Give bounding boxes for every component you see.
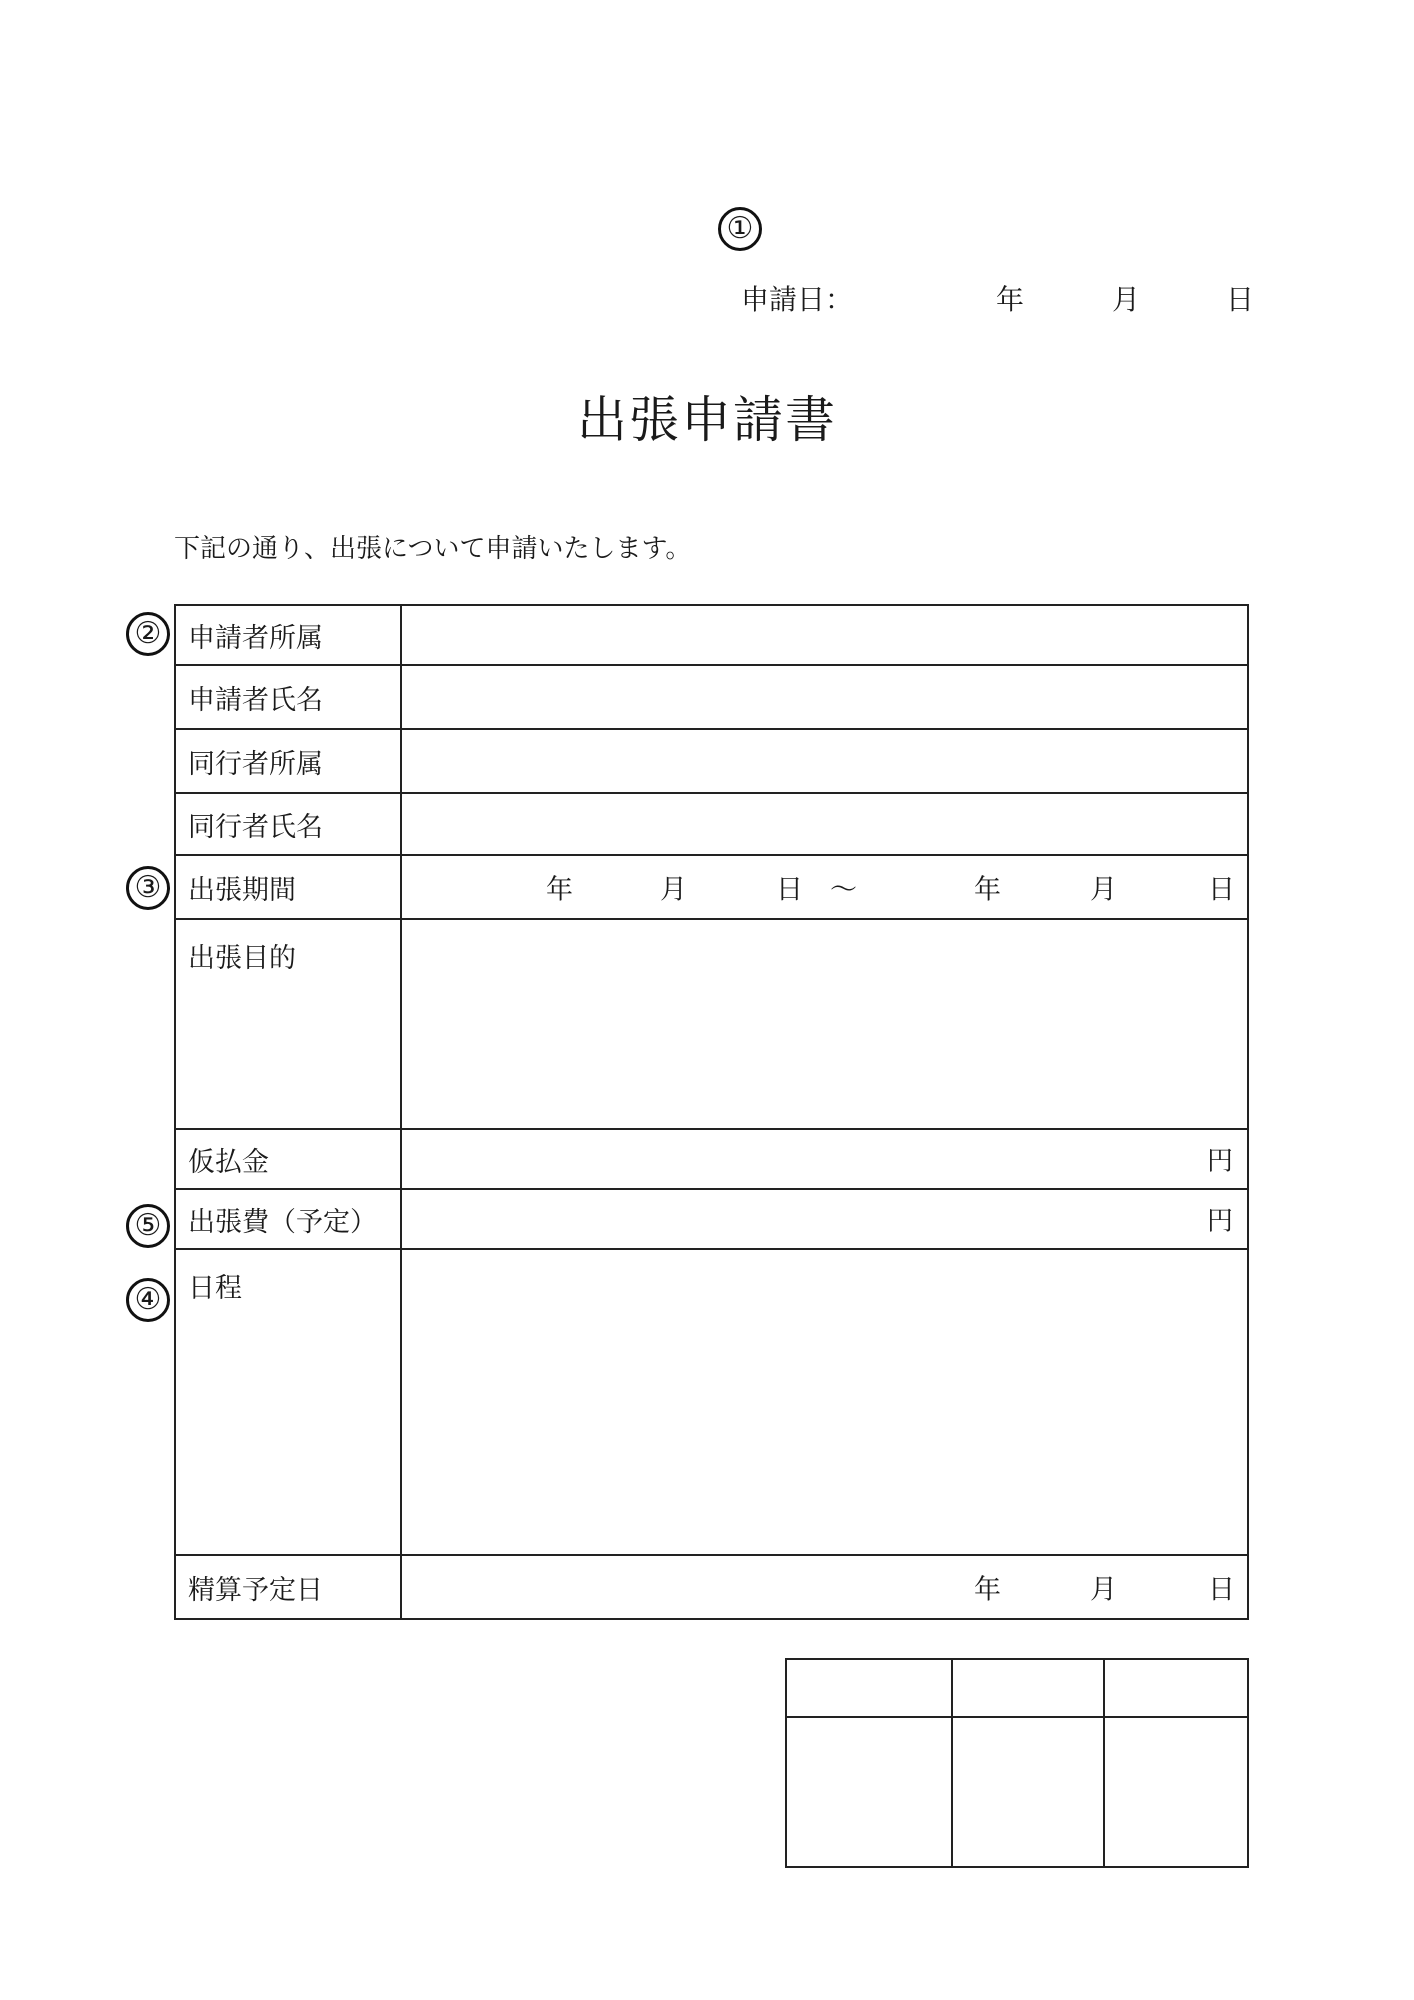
period-tilde: ～: [830, 874, 857, 906]
intro-text: 下記の通り、出張について申請いたします。: [174, 534, 692, 564]
application-date-label: 申請日：: [741, 283, 854, 316]
approval-stamp-table: [785, 1658, 1249, 1868]
expense-unit: 円: [1206, 1206, 1233, 1237]
label-period: 出張期間: [175, 855, 401, 919]
field-period[interactable]: [401, 855, 1248, 919]
settlement-day: 日: [1208, 1574, 1235, 1606]
row-schedule: [175, 1249, 1248, 1555]
label-companion-name: 同行者氏名: [175, 793, 401, 855]
page-title: 出張申請書: [577, 391, 837, 449]
marker-5-text: ⑤: [134, 1208, 162, 1243]
stamp-header-row: [786, 1659, 1248, 1717]
stamp-box-2[interactable]: [952, 1717, 1104, 1867]
row-period: [175, 855, 1248, 919]
stamp-header-1[interactable]: [786, 1659, 952, 1717]
application-date-month: 月: [1112, 283, 1141, 316]
marker-4-text: ④: [134, 1282, 162, 1317]
row-advance: [175, 1129, 1248, 1189]
settlement-month: 月: [1090, 1574, 1117, 1606]
row-applicant-dept: [175, 605, 1248, 665]
marker-2: [126, 612, 170, 656]
field-settlement[interactable]: [401, 1555, 1248, 1619]
marker-5: [126, 1204, 170, 1248]
row-settlement: [175, 1555, 1248, 1619]
period-end-month: 月: [1090, 874, 1117, 906]
application-date-day: 日: [1226, 283, 1255, 316]
settlement-year: 年: [974, 1574, 1001, 1606]
label-applicant-dept: 申請者所属: [175, 605, 401, 665]
period-start-month: 月: [660, 874, 687, 906]
marker-3: [126, 866, 170, 910]
field-schedule[interactable]: [401, 1249, 1248, 1555]
row-purpose: [175, 919, 1248, 1129]
label-expense: 出張費（予定）: [175, 1189, 401, 1249]
stamp-box-3[interactable]: [1104, 1717, 1248, 1867]
stamp-header-2[interactable]: [952, 1659, 1104, 1717]
stamp-header-3[interactable]: [1104, 1659, 1248, 1717]
period-end-day: 日: [1208, 874, 1235, 906]
label-advance: 仮払金: [175, 1129, 401, 1189]
marker-4: [126, 1278, 170, 1322]
application-date-year: 年: [996, 283, 1025, 316]
period-start-year: 年: [546, 874, 573, 906]
label-companion-dept: 同行者所属: [175, 729, 401, 793]
field-applicant-dept[interactable]: [401, 605, 1248, 665]
field-expense[interactable]: [401, 1189, 1248, 1249]
marker-3-text: ③: [134, 870, 162, 905]
field-advance[interactable]: [401, 1129, 1248, 1189]
stamp-body-row: [786, 1717, 1248, 1867]
row-companion-dept: [175, 729, 1248, 793]
stamp-box-1[interactable]: [786, 1717, 952, 1867]
label-purpose: 出張目的: [175, 919, 401, 1129]
marker-1: [718, 207, 762, 251]
period-start-day: 日: [776, 874, 803, 906]
field-companion-dept[interactable]: [401, 729, 1248, 793]
label-schedule: 日程: [175, 1249, 401, 1555]
period-end-year: 年: [974, 874, 1001, 906]
application-form-table: [174, 604, 1249, 1620]
row-companion-name: [175, 793, 1248, 855]
field-companion-name[interactable]: [401, 793, 1248, 855]
marker-2-text: ②: [134, 616, 162, 651]
field-purpose[interactable]: [401, 919, 1248, 1129]
row-applicant-name: [175, 665, 1248, 729]
row-expense: [175, 1189, 1248, 1249]
label-settlement: 精算予定日: [175, 1555, 401, 1619]
label-applicant-name: 申請者氏名: [175, 665, 401, 729]
marker-1-text: ①: [726, 211, 754, 246]
field-applicant-name[interactable]: [401, 665, 1248, 729]
advance-unit: 円: [1206, 1146, 1233, 1177]
